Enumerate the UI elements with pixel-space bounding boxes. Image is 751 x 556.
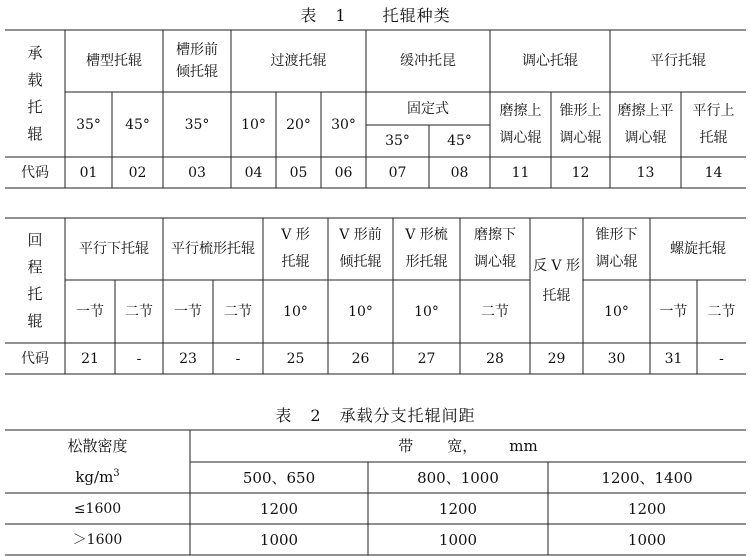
header-trough-idler: 槽型托辊 <box>86 53 142 69</box>
code-cell: - <box>235 350 241 367</box>
code-cell: 29 <box>547 350 566 367</box>
header-parallel-idler: 平行托辊 <box>650 53 706 69</box>
code-cell: 30 <box>607 350 626 367</box>
code-cell: 21 <box>81 350 99 367</box>
code-cell: 23 <box>179 350 197 367</box>
sub-cell: 一节 <box>659 303 688 320</box>
header-v-comb-idler: V 形梳 形托辊 <box>405 227 448 270</box>
angle-cell: 10° <box>241 116 266 133</box>
code-cell: 08 <box>450 164 469 181</box>
table1-title: 表 1 托辊种类 <box>300 6 451 25</box>
code-cell: - <box>719 350 724 367</box>
code-cell: 05 <box>289 164 308 181</box>
spacing-cell: 1000 <box>259 530 299 549</box>
width-cell: 1200、1400 <box>601 468 693 487</box>
sub-cone-up-self-align: 锥形上 调心辊 <box>559 102 602 146</box>
code-cell: 02 <box>128 164 147 181</box>
code-cell: 06 <box>334 164 353 181</box>
sub-friction-up-flat-self-align: 磨擦上平 调心辊 <box>617 102 674 146</box>
sub-cell: 一节 <box>174 303 202 320</box>
sub-cell: 二节 <box>481 303 509 320</box>
code-cell: 27 <box>417 350 436 367</box>
angle-cell: 35° <box>184 116 210 133</box>
code-cell: 28 <box>486 350 504 367</box>
code-cell: 12 <box>571 164 590 181</box>
sub-cell: 二节 <box>224 303 252 320</box>
header-friction-down-self-align: 磨擦下 调心辊 <box>474 227 516 270</box>
header-v-idler: V 形 托辊 <box>281 227 310 270</box>
header-parallel-down-idler: 平行下托辊 <box>79 241 149 257</box>
spacing-cell: 1200 <box>627 499 667 518</box>
spacing-cell: 1000 <box>438 530 478 549</box>
header-self-align-idler: 调心托辊 <box>522 53 578 69</box>
code-cell: 11 <box>511 164 530 181</box>
code-cell: 07 <box>388 164 407 181</box>
header-anti-v-idler: 反 V 形 托辊 <box>532 257 580 304</box>
sub-friction-up-self-align: 磨擦上 调心辊 <box>499 102 542 146</box>
header-transition-idler: 过渡托辊 <box>270 53 327 69</box>
spacing-cell: 1200 <box>438 499 478 518</box>
code-cell: 25 <box>286 350 305 367</box>
code-cell: - <box>136 350 142 367</box>
angle-cell: 35° <box>385 133 410 149</box>
code-cell: 04 <box>244 164 263 181</box>
code-cell: 14 <box>704 164 723 181</box>
sub-cell: 10° <box>348 303 373 320</box>
angle-cell: 45° <box>447 133 472 149</box>
code-cell: 26 <box>351 350 370 367</box>
spacing-cell: 1000 <box>627 530 667 549</box>
sub-cell: 二节 <box>707 303 736 320</box>
header-trough-forward-idler: 槽形前 倾托辊 <box>176 42 218 80</box>
code-label: 代码 <box>21 164 49 181</box>
sub-cell: 10° <box>414 303 439 320</box>
table2-title: 表 2 承载分支托辊间距 <box>275 406 476 425</box>
sub-cell: 一节 <box>76 303 104 320</box>
belt-width-header: 带 宽， mm <box>398 437 538 455</box>
sub-cell: 10° <box>604 303 629 320</box>
header-buffer-idler: 缓冲托昆 <box>400 53 456 69</box>
angle-cell: 20° <box>286 116 311 133</box>
angle-cell: 35° <box>76 116 101 133</box>
code-cell: 13 <box>636 164 655 181</box>
density-cell: ≤1600 <box>73 500 122 517</box>
header-cone-down-self-align: 锥形下 调心辊 <box>595 227 638 270</box>
return-row-label: 回 程 托 辊 <box>27 230 43 330</box>
sub-cell: 10° <box>283 303 308 320</box>
width-cell: 800、1000 <box>417 468 499 487</box>
spacing-cell: 1200 <box>259 499 299 518</box>
header-v-forward-idler: V 形前 倾托辊 <box>339 227 382 270</box>
code-cell: 31 <box>664 350 683 367</box>
width-cell: 500、650 <box>242 468 316 487</box>
sub-cell: 二节 <box>125 303 153 320</box>
code-cell: 03 <box>188 164 206 181</box>
density-header: 松散密度 $kg/m^3$ <box>5 430 190 493</box>
angle-cell: 45° <box>125 116 150 133</box>
angle-cell: 30° <box>331 116 356 133</box>
header-parallel-comb-idler: 平行梳形托辊 <box>171 241 255 257</box>
header-fixed-type: 固定式 <box>407 100 449 117</box>
sub-parallel-up-idler: 平行上 托辊 <box>692 102 735 146</box>
table1-row-label: 承 载 托 辊 <box>27 43 43 143</box>
code-cell: 01 <box>79 164 98 181</box>
density-cell: ＞1600 <box>72 531 123 548</box>
header-spiral-idler: 螺旋托辊 <box>670 241 726 257</box>
density-unit: $kg/m^3$ <box>75 468 120 486</box>
return-code-label: 代码 <box>21 350 49 367</box>
